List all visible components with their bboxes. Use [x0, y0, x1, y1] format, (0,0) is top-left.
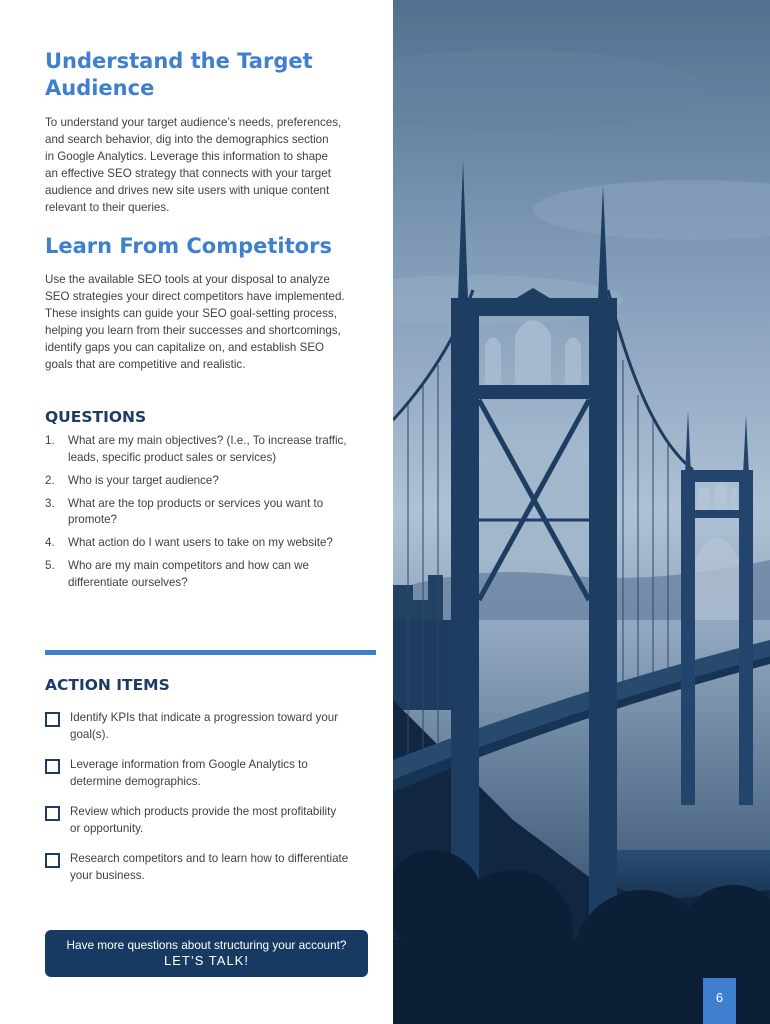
checkbox-icon[interactable]	[45, 759, 60, 774]
section-title-competitors: Learn From Competitors	[45, 234, 332, 258]
list-item: 4. What action do I want users to take on my website?	[45, 536, 333, 549]
checklist-item: Identify KPIs that indicate a progression toward your goal(s).	[45, 710, 380, 743]
lets-talk-button[interactable]	[45, 930, 368, 977]
checklist-item: Research competitors and to learn how to differentiate your business.	[45, 851, 380, 884]
list-item: 3. What are the top products or services you want to promote?	[45, 496, 324, 526]
audience-paragraph: To understand your target audience’s needs, preferences, and search behavior, dig into the demographics section in Google Analytics. Leverage this information to shape an effective SEO strategy that connects with your target audience and drives new site users with unique content relevant to their queries.	[45, 116, 342, 214]
section-divider	[45, 650, 376, 655]
checkbox-icon[interactable]	[45, 712, 60, 727]
checklist-item: Review which products provide the most profitability or opportunity.	[45, 804, 380, 837]
checkbox-icon[interactable]	[45, 853, 60, 868]
checklist-item: Leverage information from Google Analytics to determine demographics.	[45, 757, 380, 790]
bridge-photo	[393, 0, 770, 1024]
checkbox-icon[interactable]	[45, 806, 60, 821]
list-item: 1. What are my main objectives? (I.e., To increase traffic, leads, specific product sales or services)	[45, 434, 347, 464]
cta-label: LET’S TALK!	[164, 953, 249, 968]
page-number: 6	[703, 978, 736, 1024]
section-title-audience: Understand the Target Audience	[45, 49, 313, 100]
list-item: 2. Who is your target audience?	[45, 473, 219, 487]
questions-list	[45, 433, 380, 598]
competitors-paragraph: Use the available SEO tools at your disposal to analyze SEO strategies your direct competitors have implemented. These insights can guide your SEO goal-setting process, helping you learn from their successes and shortcomings, identify gaps you can capitalize on, and establish SEO goals that are competitive and realistic.	[45, 273, 345, 371]
cta-question: Have more questions about structuring your account?	[66, 938, 347, 952]
list-item: 5. Who are my main competitors and how can we differentiate ourselves?	[45, 559, 309, 589]
action-items-heading: ACTION ITEMS	[45, 676, 170, 694]
questions-heading: QUESTIONS	[45, 408, 147, 426]
action-items-list	[45, 710, 380, 898]
